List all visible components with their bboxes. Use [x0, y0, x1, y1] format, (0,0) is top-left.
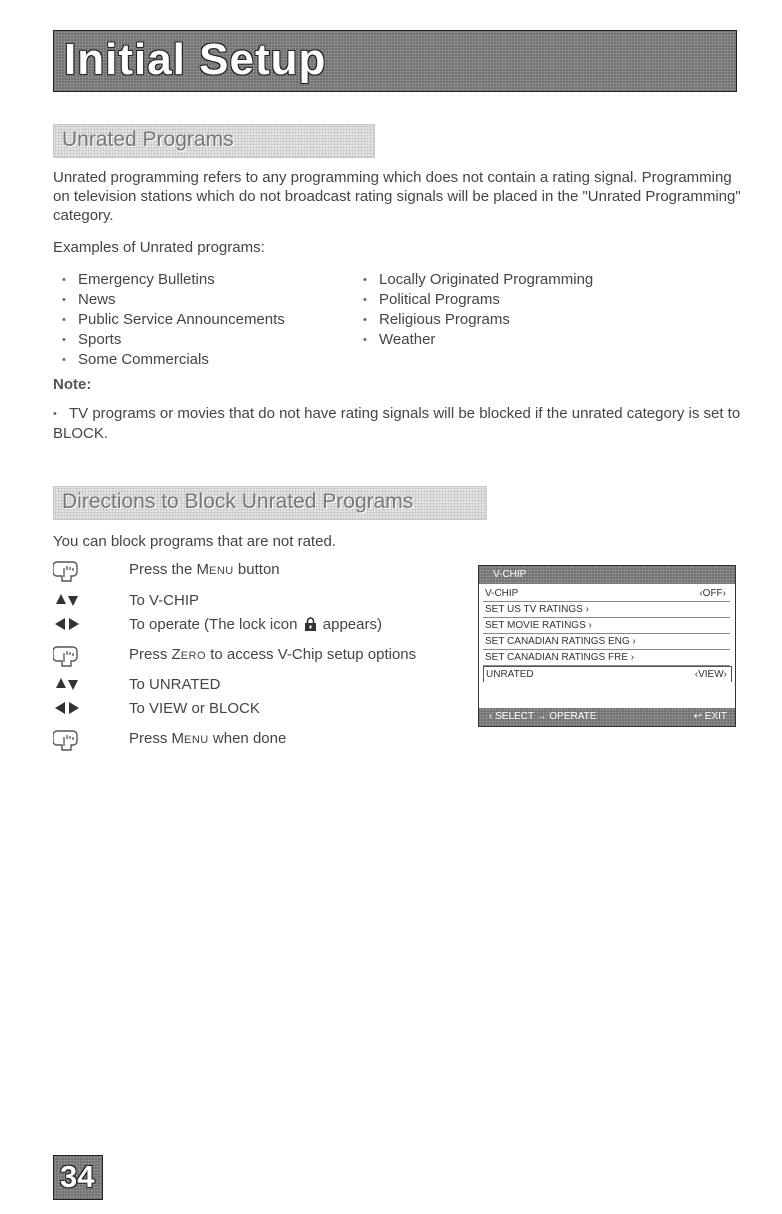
tv-menu-footer	[479, 708, 735, 726]
step-text-part: Press	[129, 646, 172, 663]
tv-menu-screenshot	[478, 565, 736, 727]
example-item-text: Emergency Bulletins	[78, 271, 215, 288]
section-heading-unrated-text: Unrated Programs	[62, 128, 234, 151]
example-item-text: Weather	[379, 331, 436, 348]
tv-menu-row-label: V-CHIP	[485, 588, 519, 599]
step-item	[53, 676, 473, 700]
tv-menu-footer-left: ‹ SELECT → OPERATE	[489, 711, 597, 722]
key-name: ZERO	[171, 646, 207, 663]
example-item	[363, 270, 593, 290]
example-item	[62, 270, 285, 290]
tv-menu-header	[479, 566, 735, 584]
page-number-box	[53, 1155, 103, 1200]
key-name: MENU	[171, 730, 209, 747]
section-heading-directions-text: Directions to Block Unrated Programs	[62, 490, 414, 513]
tv-menu-row	[483, 666, 732, 682]
step-text	[129, 646, 416, 663]
hand-press-icon	[53, 559, 93, 583]
step-text-part: when done	[208, 730, 287, 747]
bullet-icon: •	[53, 408, 57, 420]
tv-menu-row-value: ‹VIEW›	[694, 669, 727, 680]
tv-menu-row	[483, 650, 730, 666]
step-text	[129, 561, 280, 578]
section-heading-directions	[53, 486, 487, 520]
step-text-part: button	[233, 561, 280, 578]
hand-press-icon	[53, 644, 93, 668]
hand-press-icon	[53, 728, 93, 752]
tv-menu-row	[483, 586, 730, 602]
page-title: Initial Setup	[64, 35, 327, 84]
example-item	[62, 330, 285, 350]
step-text	[129, 616, 382, 633]
step-text	[129, 676, 220, 693]
tv-menu-row-label: SET CANADIAN RATINGS ENG ›	[485, 636, 636, 647]
example-item	[363, 330, 593, 350]
step-text-part: To operate (The lock icon	[129, 616, 302, 633]
step-item	[53, 700, 473, 724]
examples-list-left	[62, 270, 285, 370]
left-right-arrows-icon	[53, 698, 93, 722]
note-text: TV programs or movies that do not have rating signals will be blocked if the unrated category is set to BLOCK.	[53, 405, 741, 442]
tv-menu-row-value: ‹OFF›	[699, 588, 726, 599]
lock-icon	[304, 617, 317, 631]
example-item	[62, 290, 285, 310]
section-heading-unrated	[53, 124, 375, 158]
key-name: MENU	[196, 561, 234, 578]
tv-menu-header-title: V-CHIP	[493, 569, 527, 580]
note-label: Note:	[53, 376, 92, 393]
unrated-intro: Unrated programming refers to any programming which does not contain a rating signal. Programming on television stations which do not broadcast rating signals will be placed in the "Unrated Programming" category.	[53, 169, 741, 224]
step-item	[53, 616, 473, 640]
step-text-part: To V-CHIP	[129, 592, 200, 609]
tv-menu-row-label: UNRATED	[486, 669, 534, 680]
examples-label: Examples of Unrated programs:	[53, 239, 265, 256]
step-text	[129, 592, 199, 609]
example-item-text: Sports	[78, 331, 122, 348]
tv-menu-footer-right: ↩ EXIT	[693, 711, 727, 722]
tv-menu-row	[483, 618, 730, 634]
step-text-part: appears)	[318, 616, 382, 633]
step-text	[129, 700, 260, 717]
tv-menu-row	[483, 602, 730, 618]
example-item-text: Religious Programs	[379, 311, 510, 328]
step-item	[53, 592, 473, 616]
example-item-text: Political Programs	[379, 291, 500, 308]
step-text-part: To VIEW or BLOCK	[129, 700, 260, 717]
note-item	[53, 404, 743, 444]
step-text-part: To UNRATED	[129, 676, 221, 693]
step-item	[53, 561, 473, 585]
example-item	[363, 310, 593, 330]
example-item	[363, 290, 593, 310]
step-text-part: Press the	[129, 561, 197, 578]
step-item	[53, 646, 473, 670]
example-item	[62, 310, 285, 330]
up-down-arrows-icon	[53, 590, 93, 614]
page-number: 34	[60, 1159, 95, 1194]
example-item-text: News	[78, 291, 116, 308]
tv-menu-row-label: SET CANADIAN RATINGS FRE ›	[485, 652, 635, 663]
step-text-part: to access V-Chip setup options	[206, 646, 417, 663]
example-item-text: Locally Originated Programming	[379, 271, 594, 288]
tv-menu-row	[483, 634, 730, 650]
step-text-part: Press	[129, 730, 172, 747]
up-down-arrows-icon	[53, 674, 93, 698]
step-item	[53, 730, 473, 754]
example-item	[62, 350, 285, 370]
step-text	[129, 730, 286, 747]
tv-menu-row-label: SET MOVIE RATINGS ›	[485, 620, 592, 631]
tv-menu-row-label: SET US TV RATINGS ›	[485, 604, 589, 615]
page-title-bar	[53, 30, 737, 92]
example-item-text: Public Service Announcements	[78, 311, 285, 328]
examples-list-right	[363, 270, 593, 350]
directions-intro: You can block programs that are not rated.	[53, 533, 336, 550]
example-item-text: Some Commercials	[78, 351, 209, 368]
left-right-arrows-icon	[53, 614, 93, 638]
